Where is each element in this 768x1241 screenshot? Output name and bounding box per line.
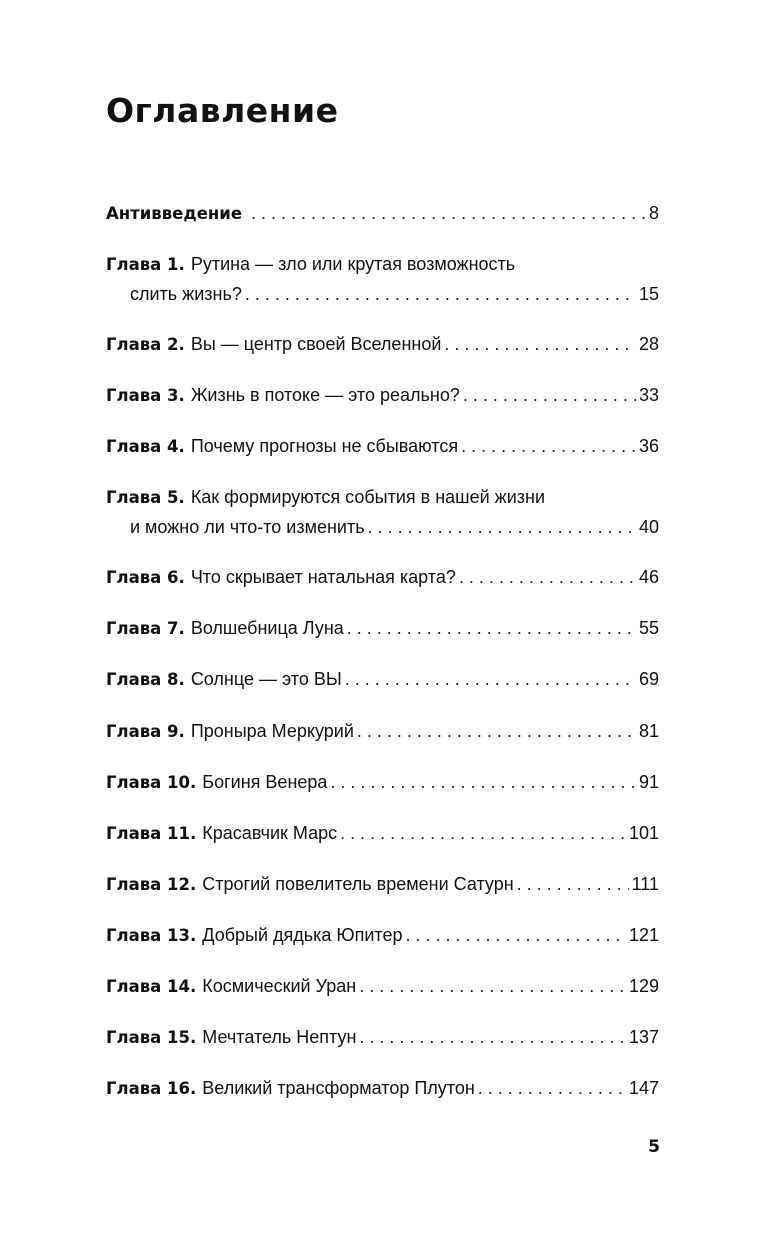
toc-entry-page: 91 bbox=[638, 772, 659, 792]
toc-entry-title-continuation: слить жизнь? bbox=[130, 284, 242, 304]
toc-entry-chapter-6[interactable] bbox=[106, 565, 659, 590]
toc-entry-label: Глава 14. bbox=[106, 977, 197, 996]
toc-entry-page: 46 bbox=[638, 567, 659, 587]
dot-leader bbox=[405, 923, 625, 947]
dot-leader bbox=[347, 616, 636, 640]
toc-entry-label: Глава 9. bbox=[106, 722, 185, 741]
toc-entry-title-continuation: и можно ли что-то изменить bbox=[130, 517, 365, 537]
toc-entry-page: 111 bbox=[631, 874, 659, 894]
dot-leader bbox=[461, 434, 636, 458]
dot-leader bbox=[359, 974, 626, 998]
dot-leader bbox=[340, 821, 626, 845]
toc-entry-chapter-7[interactable] bbox=[106, 616, 659, 641]
page-number: 5 bbox=[648, 1137, 660, 1157]
toc-entry-page: 147 bbox=[628, 1078, 659, 1098]
toc-entry-label: Глава 3. bbox=[106, 386, 185, 405]
toc-entry-title: Красавчик Марс bbox=[202, 823, 338, 843]
toc-entry-title: Солнце — это ВЫ bbox=[190, 669, 342, 689]
toc-entry-label: Глава 8. bbox=[106, 670, 185, 689]
toc-entry-chapter-11[interactable] bbox=[106, 821, 659, 846]
dot-leader bbox=[478, 1076, 626, 1100]
dot-leader bbox=[251, 201, 646, 225]
dot-leader bbox=[517, 872, 629, 896]
toc-entry-label: Глава 12. bbox=[106, 875, 197, 894]
toc-entry-chapter-4[interactable] bbox=[106, 434, 659, 459]
toc-entry-title: Как формируются события в нашей жизни bbox=[190, 487, 546, 507]
toc-entry-label: Глава 5. bbox=[106, 488, 185, 507]
toc-entry-title: Великий трансформатор Плутон bbox=[202, 1078, 475, 1098]
dot-leader bbox=[330, 770, 636, 794]
toc-entry-page: 55 bbox=[638, 618, 659, 638]
toc-entry-label: Антивведение bbox=[106, 204, 243, 223]
dot-leader bbox=[368, 515, 636, 539]
toc-entry-page: 28 bbox=[638, 334, 659, 354]
dot-leader bbox=[463, 383, 636, 407]
dot-leader bbox=[444, 332, 636, 356]
toc-entry-label: Глава 15. bbox=[106, 1028, 197, 1047]
toc-entry-title: Жизнь в потоке — это реально? bbox=[190, 385, 460, 405]
toc-entry-label: Глава 1. bbox=[106, 255, 185, 274]
toc-entry-title: Волшебница Луна bbox=[190, 618, 344, 638]
toc-entry-page: 33 bbox=[638, 385, 659, 405]
toc-entry-title: Почему прогнозы не сбываются bbox=[190, 436, 459, 456]
toc-entry-chapter-1[interactable] bbox=[106, 252, 659, 277]
toc-entry-chapter-13[interactable] bbox=[106, 923, 659, 948]
toc-entry-chapter-5[interactable] bbox=[106, 485, 659, 510]
toc-entry-page: 15 bbox=[638, 284, 659, 304]
toc-entry-label: Глава 4. bbox=[106, 437, 185, 456]
toc-entry-label: Глава 10. bbox=[106, 773, 197, 792]
toc-entry-chapter-10[interactable] bbox=[106, 770, 659, 795]
toc-entry-title: Рутина — зло или крутая возможность bbox=[190, 254, 516, 274]
toc-entry-page: 101 bbox=[628, 823, 659, 843]
page-title: Оглавление bbox=[106, 91, 339, 130]
dot-leader bbox=[245, 282, 636, 306]
toc-entry-page: 137 bbox=[628, 1027, 659, 1047]
dot-leader bbox=[359, 1025, 626, 1049]
toc-entry-title: Мечтатель Нептун bbox=[202, 1027, 357, 1047]
toc-entry-chapter-5-continuation[interactable] bbox=[130, 515, 659, 539]
toc-entry-title: Добрый дядька Юпитер bbox=[202, 925, 403, 945]
toc-entry-chapter-3[interactable] bbox=[106, 383, 659, 408]
toc-entry-title: Строгий повелитель времени Сатурн bbox=[202, 874, 514, 894]
toc-entry-label: Глава 11. bbox=[106, 824, 197, 843]
toc-entry-title: Богиня Венера bbox=[202, 772, 328, 792]
toc-entry-intro[interactable] bbox=[106, 201, 659, 226]
toc-entry-chapter-14[interactable] bbox=[106, 974, 659, 999]
toc-entry-page: 81 bbox=[638, 721, 659, 741]
table-of-contents bbox=[106, 0, 659, 1241]
toc-entry-label: Глава 6. bbox=[106, 568, 185, 587]
toc-entry-page: 36 bbox=[638, 436, 659, 456]
dot-leader bbox=[459, 565, 636, 589]
dot-leader bbox=[345, 667, 636, 691]
toc-entry-chapter-1-continuation[interactable] bbox=[130, 282, 659, 306]
toc-entry-title: Что скрывает натальная карта? bbox=[190, 567, 456, 587]
toc-entry-chapter-9[interactable] bbox=[106, 719, 659, 744]
toc-entry-title: Вы — центр своей Вселенной bbox=[190, 334, 442, 354]
toc-entry-page: 40 bbox=[638, 517, 659, 537]
toc-entry-label: Глава 13. bbox=[106, 926, 197, 945]
toc-entry-chapter-8[interactable] bbox=[106, 667, 659, 692]
toc-entry-page: 69 bbox=[638, 669, 659, 689]
toc-entry-chapter-15[interactable] bbox=[106, 1025, 659, 1050]
toc-entry-page: 129 bbox=[628, 976, 659, 996]
toc-entry-chapter-12[interactable] bbox=[106, 872, 659, 897]
toc-entry-label: Глава 7. bbox=[106, 619, 185, 638]
toc-entry-page: 8 bbox=[648, 203, 659, 223]
toc-entry-chapter-2[interactable] bbox=[106, 332, 659, 357]
toc-entry-title: Космический Уран bbox=[202, 976, 357, 996]
toc-entry-label: Глава 2. bbox=[106, 335, 185, 354]
dot-leader bbox=[357, 719, 636, 743]
toc-entry-chapter-16[interactable] bbox=[106, 1076, 659, 1101]
toc-entry-label: Глава 16. bbox=[106, 1079, 197, 1098]
toc-entry-page: 121 bbox=[628, 925, 659, 945]
toc-entry-title: Проныра Меркурий bbox=[190, 721, 354, 741]
